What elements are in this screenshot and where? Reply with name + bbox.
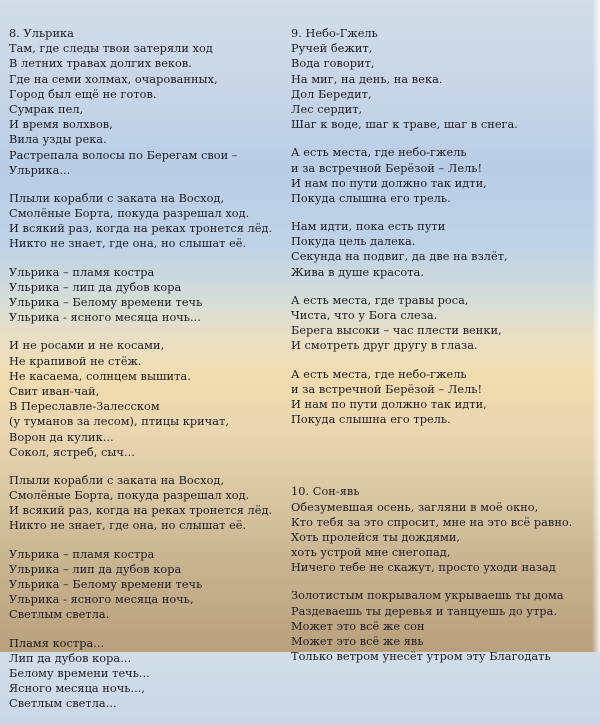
lyric-line: Город был ещё не готов.	[9, 87, 157, 101]
lyric-line: Покуда цель далека.	[291, 235, 416, 249]
lyric-line: Ульрика – лип да дубов кора	[9, 280, 182, 294]
stanza	[291, 293, 591, 354]
lyric-line: А есть места, где небо-гжель	[291, 367, 467, 381]
lyric-line: Белому времени течь...	[9, 666, 150, 680]
lyric-line: В Переславле-Залесском	[9, 400, 160, 414]
lyric-line: Плыли корабли с заката на Восход,	[9, 191, 225, 205]
left-column	[9, 26, 289, 725]
lyric-line: Светлым светла.	[9, 608, 110, 622]
lyric-line: Ульрика – Белому времени течь	[9, 578, 203, 591]
lyric-line: И время волхвов,	[9, 118, 113, 132]
lyric-line: Секунда на подвиг, да две на взлёт,	[291, 250, 508, 264]
lyric-line: Ничего тебе не скажут, просто уходи назад	[291, 561, 556, 575]
lyric-line: Ворон да кулик...	[9, 430, 114, 444]
lyric-line: Ульрика – пламя костра	[9, 547, 155, 561]
lyric-line: Где на семи холмах, очарованных,	[9, 72, 218, 86]
stanza	[9, 191, 289, 252]
lyric-line: А есть места, где травы роса,	[291, 293, 469, 307]
right-column-top	[291, 26, 591, 427]
lyric-line: Там, где следы твои затеряли ход	[9, 42, 213, 56]
lyric-line: Ульрика - ясного месяца ночь...	[9, 311, 201, 325]
song-title: 10. Сон-явь	[291, 485, 360, 499]
lyric-line: Никто не знает, где она, но слышат её.	[9, 237, 247, 251]
lyric-line: Не крапивой не стёж.	[9, 354, 142, 368]
lyric-line: Обезумевшая осень, загляни в моё окно,	[291, 500, 539, 514]
stanza	[291, 367, 591, 428]
lyric-line: Светлым светла...	[9, 697, 117, 711]
lyric-line: Нам идти, пока есть пути	[291, 220, 446, 234]
stanza	[9, 265, 289, 326]
stanza	[291, 219, 591, 280]
lyric-line: Ульрика - ясного месяца ночь,	[9, 593, 194, 607]
lyric-line: Сумрак пел,	[9, 102, 84, 116]
lyric-line: Чиста, что у Бога слеза.	[291, 309, 438, 322]
lyric-line: Вода говорит,	[291, 57, 375, 71]
stanza	[9, 636, 289, 712]
lyric-line: Только ветром унесёт утром эту Благодать	[291, 650, 551, 664]
lyric-line: Не касаема, солнцем вышита.	[9, 369, 191, 383]
lyric-line: И всякий раз, когда на реках тронется лёд.	[9, 504, 273, 518]
lyric-line: Смолёные Борта, покуда разрешал ход.	[9, 489, 250, 503]
lyric-line: Ульрика – лип да дубов кора	[9, 562, 182, 576]
stanza	[9, 338, 289, 460]
lyric-line: Ульрика – пламя костра	[9, 265, 155, 279]
lyric-line: Пламя костра...	[9, 636, 105, 650]
lyric-line: И нам по пути должно так идти,	[291, 176, 487, 190]
lyric-line: Растрепала волосы по Берегам свои –	[9, 148, 238, 162]
lyric-line: Берега высоки – час плести венки,	[291, 324, 502, 338]
stanza	[9, 473, 289, 534]
lyric-line: Сокол, ястреб, сыч...	[9, 445, 135, 459]
lyric-line: Лип да дубов кора...	[9, 651, 132, 665]
stanza	[291, 588, 591, 664]
lyric-line: Шаг к воде, шаг к траве, шаг в снега.	[291, 118, 518, 132]
lyric-line: Жива в душе красота.	[291, 265, 424, 279]
lyric-line: И смотреть друг другу в глаза.	[291, 339, 478, 353]
lyric-line: Кто тебя за это спросит, мне на это всё равно.	[291, 515, 573, 529]
right-column-bottom	[291, 484, 591, 664]
lyric-line: и за встречной Берёзой – Лель!	[291, 382, 483, 396]
section-gap	[291, 440, 591, 484]
lyric-line: Может это всё же сон	[291, 619, 425, 633]
lyric-line: Ясного месяца ночь...,	[9, 682, 146, 696]
lyric-line: Может это всё же явь	[291, 635, 424, 648]
lyric-line: Хоть пролейся ты дождями,	[291, 530, 461, 544]
lyric-line: И нам по пути должно так идти,	[291, 397, 487, 411]
lyric-line: В летних травах долгих веков.	[9, 57, 192, 71]
stanza	[9, 547, 289, 623]
lyric-line: И всякий раз, когда на реках тронется лёд.	[9, 222, 273, 236]
lyric-line: Вила узды река.	[9, 133, 107, 147]
lyric-line: и за встречной Берёзой – Лель!	[291, 161, 483, 175]
stanza	[291, 26, 591, 132]
lyric-line: Ульрика – Белому времени течь	[9, 296, 203, 309]
right-column	[291, 26, 591, 677]
lyric-line: (у туманов за лесом), птицы кричат,	[9, 415, 229, 429]
lyric-line: Дол Бередит,	[291, 87, 372, 101]
lyric-line: Смолёные Борта, покуда разрешал ход.	[9, 207, 250, 221]
lyric-line: Свит иван-чай,	[9, 384, 100, 398]
lyric-line: Плыли корабли с заката на Восход,	[9, 473, 225, 487]
stanza	[9, 26, 289, 178]
lyric-line: Никто не знает, где она, но слышат её.	[9, 519, 247, 533]
lyric-line: А есть места, где небо-гжель	[291, 146, 467, 160]
lyric-line: Золотистым покрывалом укрываешь ты дома	[291, 589, 564, 603]
song-title: 9. Небо-Гжель	[291, 27, 378, 40]
lyric-line: На миг, на день, на века.	[291, 72, 443, 86]
lyric-line: хоть устрой мне снегопад,	[291, 546, 451, 560]
page-edge	[592, 0, 600, 652]
lyric-line: Ручей бежит,	[291, 42, 373, 56]
lyric-line: Покуда слышна его трель.	[291, 191, 451, 205]
lyric-line: И не росами и не косами,	[9, 339, 165, 353]
stanza	[291, 145, 591, 206]
lyric-line: Лес сердит,	[291, 102, 363, 116]
song-title: 8. Ульрика	[9, 27, 74, 40]
lyric-line: Покуда слышна его трель.	[291, 413, 451, 427]
stanza	[291, 484, 591, 575]
lyric-line: Ульрика...	[9, 163, 71, 177]
lyric-line: Раздеваешь ты деревья и танцуешь до утра.	[291, 604, 558, 618]
